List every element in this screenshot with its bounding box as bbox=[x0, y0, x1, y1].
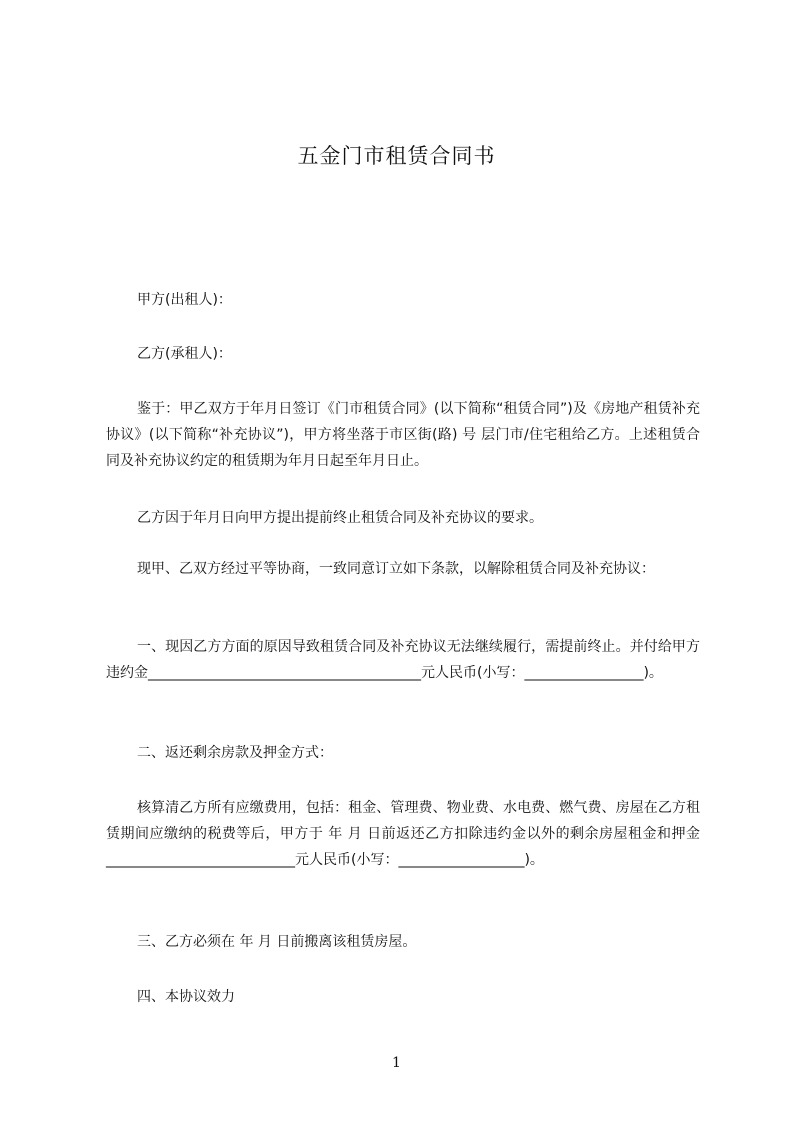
request-paragraph: 乙方因于年月日向甲方提出提前终止租赁合同及补充协议的要求。 bbox=[137, 510, 543, 526]
clause-3-paragraph: 三、乙方必须在 年 月 日前搬离该租赁房屋。 bbox=[137, 934, 417, 950]
party-b-line: 乙方(承租人)： bbox=[137, 346, 232, 362]
clause-2-body: 核算清乙方所有应缴费用，包括：租金、管理费、物业费、水电费、燃气费、房屋在乙方租赁期间应缴纳的税费等后，甲方于 年 月 日前返还乙方扣除违约金以外的剩余房屋租金和押金___________________________元人民币(小写：__________________)。 bbox=[106, 800, 700, 868]
clause-2-heading: 二、返还剩余房款及押金方式： bbox=[137, 745, 333, 761]
agreement-intro-paragraph: 现甲、乙双方经过平等协商，一致同意订立如下条款，以解除租赁合同及补充协议： bbox=[137, 561, 655, 577]
clause-1-paragraph: 一、现因乙方方面的原因导致租赁合同及补充协议无法继续履行，需提前终止。并付给甲方违约金_______________________________________元人民币(小写：_________________)。 bbox=[106, 639, 700, 681]
clause-4-heading: 四、本协议效力 bbox=[137, 989, 235, 1005]
document-title: 五金门市租赁合同书 bbox=[297, 144, 496, 168]
whereas-paragraph: 鉴于：甲乙双方于年月日签订《门市租赁合同》(以下简称“租赁合同”)及《房地产租赁补充协议》(以下简称“补充协议”)，甲方将坐落于市区街(路) 号 层门市/住宅租给乙方。上述租赁合同及补充协议约定的租赁期为年月日起至年月日止。 bbox=[106, 401, 700, 469]
page-number: 1 bbox=[392, 1055, 401, 1071]
party-a-line: 甲方(出租人)： bbox=[137, 292, 232, 308]
